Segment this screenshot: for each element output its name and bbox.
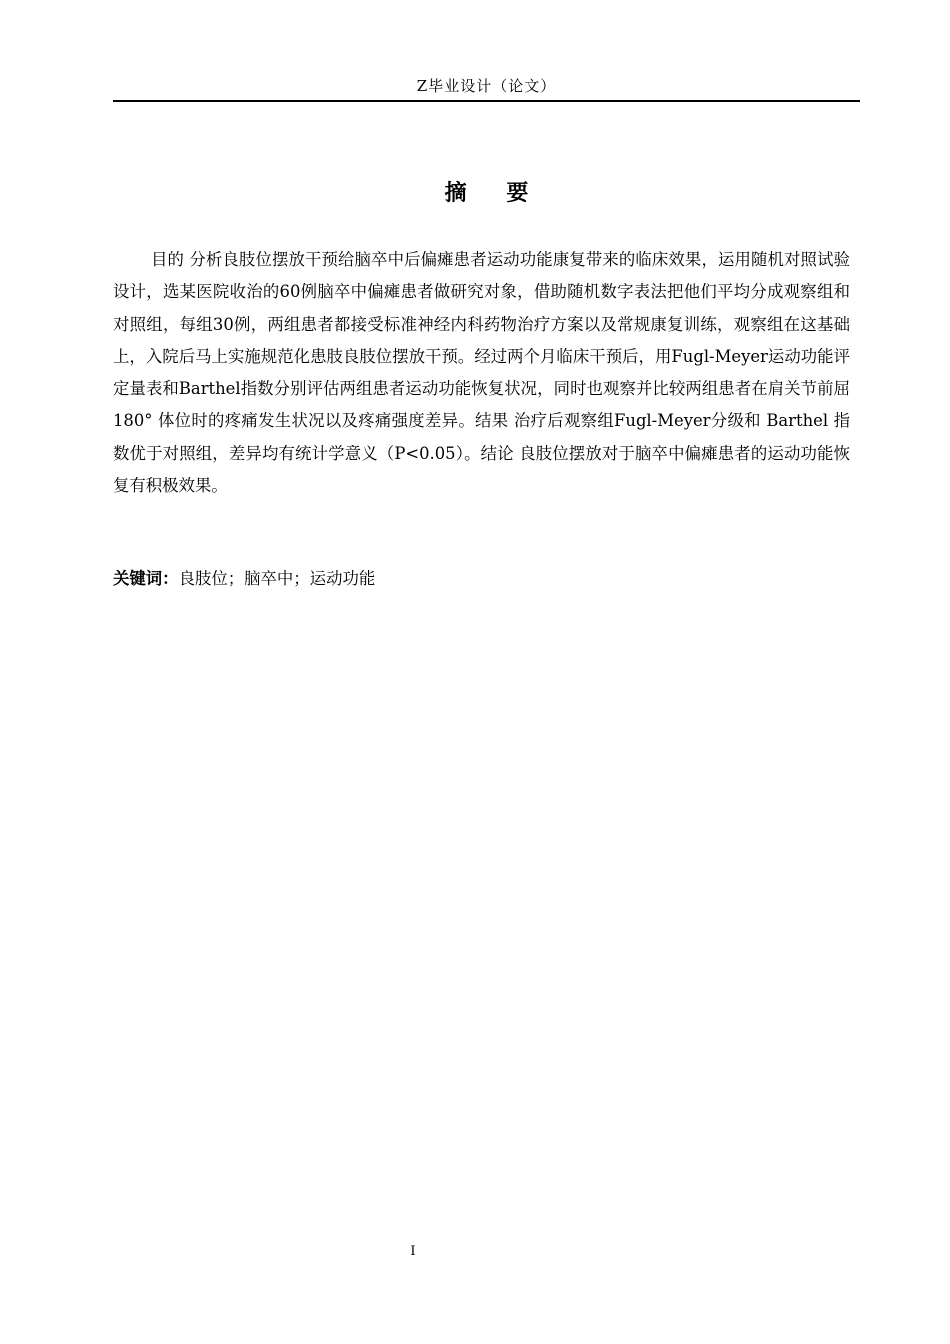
abstract-heading: 摘 要 [444,181,545,206]
page-number: I [410,1244,416,1259]
keywords-line [113,563,850,595]
running-header-title: Z毕业设计（论文） [416,77,557,95]
keywords-label: 关键词： [113,569,179,588]
abstract-body: 目的 分析良肢位摆放干预给脑卒中后偏瘫患者运动功能康复带来的临床效果，运用随机对照试验设计，选某医院收治的60例脑卒中偏瘫患者做研究对象，借助随机数字表法把他们平均分成观察组和对照组，每组30例，两组患者都接受标准神经内科药物治疗方案以及常规康复训练，观察组在这基础上，入院后马上实施规范化患肢良肢位摆放干预。经过两个月临床干预后，用Fugl-Meyer运动功能评定量表和Barthel指数分别评估两组患者运动功能恢复状况，同时也观察并比较两组患者在肩关节前屈180° 体位时的疼痛发生状况以及疼痛强度差异。结果 治疗后观察组Fugl-Meyer分级和 Barthel 指数优于对照组，差异均有统计学意义（P<0.05）。结论 良肢位摆放对于脑卒中偏瘫患者的运动功能恢复有积极效果。 [113,250,850,496]
keywords-value: 良肢位；脑卒中；运动功能 [178,569,376,588]
header-divider [113,100,860,102]
